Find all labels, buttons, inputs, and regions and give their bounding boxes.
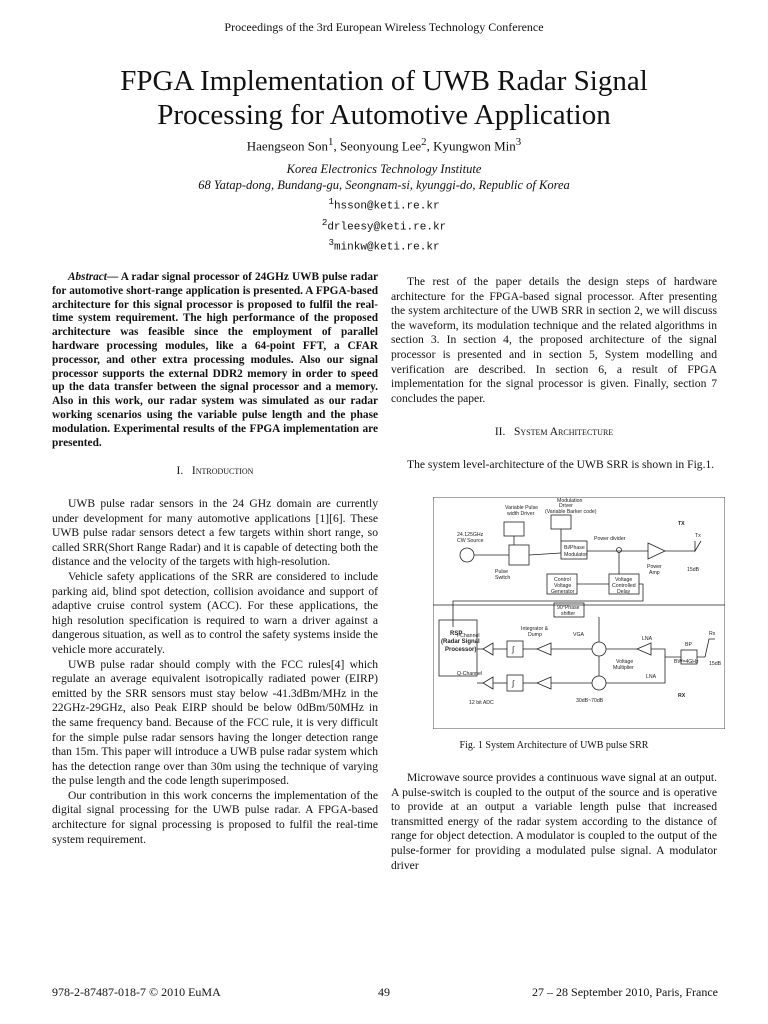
adc-i-symbol bbox=[483, 643, 493, 655]
title-line-1: FPGA Implementation of UWB Radar Signal bbox=[120, 65, 648, 97]
label-switch: Switch bbox=[495, 575, 511, 581]
label-multiplier: Multiplier bbox=[613, 665, 634, 671]
mod-driver-box bbox=[551, 515, 571, 529]
label-phase: 90°Phase bbox=[557, 605, 580, 611]
author-list: Haengseon Son$^1$, Seonyoung Lee$^2$, Kyungwon Min$^3$ bbox=[246, 136, 522, 154]
label-rx-antenna: Rx bbox=[709, 631, 716, 637]
label-variable-barker: (Variable Barker code) bbox=[545, 509, 597, 515]
author-1-sup: 1 bbox=[328, 136, 334, 148]
figure-caption: Fig. 1 System Architecture of UWB pulse SRR bbox=[459, 740, 649, 751]
tx-antenna bbox=[695, 541, 701, 551]
label-rx: RX bbox=[678, 693, 686, 699]
pulse-driver-box bbox=[504, 522, 524, 536]
intro-paragraph: UWB pulse radar sensors in the 24 GHz domain are currently under development for many automotive applications [1][6]. These UWB pulse radar sensors detect a few targets within short range, so called SRR(Short Range Radar) and it is capable of detecting both the distance and the velocity of the targets with high-resolution. bbox=[52, 497, 378, 569]
label-gain: 30dB~70dB bbox=[576, 698, 604, 704]
email-list bbox=[0, 194, 768, 256]
power-divider-symbol bbox=[617, 548, 622, 553]
label-q-channel: Q-Channel bbox=[457, 671, 483, 677]
label-lna: LNA bbox=[642, 636, 653, 642]
adc-q-symbol bbox=[483, 677, 493, 689]
cw-source-symbol bbox=[460, 548, 474, 562]
tx-line bbox=[529, 553, 561, 555]
system-architecture-diagram bbox=[433, 497, 725, 729]
label-shifter: shifter bbox=[561, 611, 576, 617]
abstract-text: A radar signal processor of 24GHz UWB pulse radar for automotive short-range application is presented. A FPGA-based architecture for this signal processor is proposed to fulfil the real-time system requirement. The high performance of the proposed architecture was feasible since the employment of parallel hardware processing modules, like a 64-point FFT, a CFAR processor, and other extra processing modules. Also our signal processor supports the external DDR2 memory in order to speed up the data transfer between the signal processor and a memory. Also in this work, our radar system was simulated as our radar working scenarios using the variable pulse length and the phase modulation. Experimental results of the FPGA implementation are presented. bbox=[52, 271, 378, 449]
label-control: Control bbox=[554, 577, 571, 583]
label-dump: Dump bbox=[528, 632, 542, 638]
label-tx-antenna: Tx bbox=[695, 533, 701, 539]
label-amp: Amp bbox=[649, 570, 660, 576]
address: 68 Yatap-dong, Bundang-gu, Seongnam-si, kyunggi-do, Republic of Korea bbox=[198, 178, 570, 192]
author-3-sup: 3 bbox=[515, 136, 522, 148]
integrator-q-box bbox=[507, 675, 523, 691]
label-lna-2: LNA bbox=[646, 674, 657, 680]
microwave-paragraph: Microwave source provides a continuous wave signal at an output. A pulse-switch is coupled to the output of the source and is operative to provide at an output a variable length pulse that increased transmitted energy of the radar system according to the distance of range for object detection. A modulator is coupled to the output of the pulse-former for providing a modulated pulse signal. A modulator driver bbox=[391, 771, 717, 872]
label-modulation: Modulation bbox=[557, 498, 583, 504]
label-source-freq: 24.125GHz bbox=[457, 532, 484, 538]
label-generator: Generator bbox=[551, 589, 575, 595]
label-processor: Processor) bbox=[445, 647, 477, 653]
intro-paragraph: UWB pulse radar should comply with the FCC rules[4] which regulate an average equivalent isotropically radiated power (EIRP) emitted by the SRR sensors must stay below -41.3dBm/MHz in the 22GHz-29GHz, also Peak EIRP should be below 0dBm/50MHz in the same frequency band. Because of the FCC rule, it is very difficult for the simple pulse radar sensors having the longer detection range than 15m. This paper will introduce a UWB pulse radar system which has the detection range over than 30m using the technique of varying the pulse length and the code length superimposed. bbox=[52, 657, 378, 788]
author-1: Haengseon Son bbox=[246, 138, 329, 154]
label-voltage-2: Voltage bbox=[615, 577, 633, 583]
label-pulse: Pulse bbox=[495, 569, 508, 575]
label-variable-pulse: Variable Pulse bbox=[505, 505, 539, 511]
vga-i-symbol bbox=[537, 643, 551, 655]
page-number: 49 bbox=[378, 985, 390, 999]
title-line-2: Processing for Automotive Application bbox=[157, 99, 611, 131]
email-3[interactable]: $^3$minkw@keti.re.kr bbox=[328, 237, 440, 254]
affiliation bbox=[0, 161, 768, 193]
vga-q-symbol bbox=[537, 677, 551, 689]
label-bp: BP bbox=[685, 642, 692, 648]
label-cw-source: CW Source bbox=[457, 538, 484, 544]
label-voltage: Voltage bbox=[554, 583, 572, 589]
author-2-sup: 2 bbox=[421, 136, 427, 148]
running-header: Proceedings of the 3rd European Wireless Technology Conference bbox=[224, 20, 544, 34]
rx-line bbox=[651, 649, 665, 657]
abstract-label: Abstract bbox=[68, 271, 107, 283]
label-adc: 12 bit ADC bbox=[469, 700, 494, 706]
footer-isbn: 978-2-87487-018-7 © 2010 EuMA bbox=[52, 985, 221, 999]
rx-antenna bbox=[697, 639, 715, 657]
label-vga: VGA bbox=[573, 632, 584, 638]
label-biphase: Bi/Phase bbox=[564, 545, 585, 551]
label-tx: TX bbox=[678, 521, 685, 527]
label-voltage-mult: Voltage bbox=[616, 659, 634, 665]
power-amp-symbol bbox=[648, 543, 665, 559]
overview-paragraph: The rest of the paper details the design steps of hardware architecture for the FPGA-based signal processor. After presenting the system architecture of the UWB SRR in section 2, we will discuss the waveform, its modulation technique and the related algorithms in section 3. In section 4, the proposed architecture of the signal processor is presented and in section 5, System modelling and verification are described. In section 6, a result of FPGA implementation for the signal processor is given. Finally, section 7 concludes the paper. bbox=[391, 275, 717, 405]
label-delay: Delay bbox=[617, 589, 631, 595]
label-i-channel: I-Channel bbox=[457, 633, 480, 639]
intro-paragraph: Vehicle safety applications of the SRR are considered to include parking aid, blind spot detection, collision avoidance and support of adaptive cruise control system (ACC). For these applications, the high resolution specification is required to warn a driver against a dangerous situation, as well as to control the safety systems inside the vehicle more accurately. bbox=[52, 569, 378, 656]
label-rsp: RSP bbox=[450, 631, 463, 637]
institute: Korea Electronics Technology Institute bbox=[286, 162, 482, 176]
mixer-q-symbol bbox=[592, 676, 606, 690]
label-bw: BW=4GHz bbox=[674, 659, 699, 665]
author-2: Seonyoung Lee bbox=[339, 138, 422, 154]
introduction-body bbox=[52, 497, 378, 847]
section-heading-2: II. System Architecture bbox=[494, 426, 614, 438]
email-1[interactable]: $^1$hsson@keti.re.kr bbox=[328, 196, 440, 213]
label-width-driver: width Driver bbox=[507, 511, 535, 517]
label-modulator: Modulator bbox=[564, 552, 588, 558]
system-intro-paragraph: The system level-architecture of the UWB SRR is shown in Fig.1. bbox=[407, 458, 715, 471]
section-heading-1: I. Introduction bbox=[176, 465, 254, 477]
pulse-switch-box bbox=[509, 545, 529, 565]
intro-paragraph: Our contribution in this work concerns the implementation of the digital signal processing for the UWB pulse radar. A FPGA-based architecture for signal processing is proposed to fulfil the real-time system requirement. bbox=[52, 788, 378, 846]
email-2[interactable]: $^2$drleesy@keti.re.kr bbox=[321, 216, 447, 234]
footer-date: 27 – 28 September 2010, Paris, France bbox=[532, 985, 718, 999]
integrator-q-symbol-text: ∫ bbox=[512, 679, 515, 688]
label-power-divider: Power divider bbox=[594, 536, 626, 542]
integrator-i-box bbox=[507, 641, 523, 657]
label-power: Power bbox=[647, 564, 662, 570]
label-integrator: Integrator & bbox=[521, 626, 549, 632]
label-radar-signal: (Radar Signal bbox=[441, 639, 480, 645]
tx-line bbox=[453, 584, 643, 627]
integrator-i-symbol-text: ∫ bbox=[512, 645, 515, 654]
author-3: Kyungwon Min bbox=[433, 138, 516, 154]
mixer-i-symbol bbox=[592, 642, 606, 656]
label-controlled: Controlled bbox=[612, 583, 636, 589]
lna-i-symbol bbox=[637, 643, 651, 655]
abstract: Abstract— A radar signal processor of 24GHz UWB pulse radar for automotive short-range application is presented. A FPGA-based architecture for this signal processor is proposed to fulfil the real-time system requirement. The high performance of the proposed architecture was feasible since the employment of parallel hardware processing modules, like a 64-point FFT, a CFAR processor, and other extra processing modules. Also our signal processor supports the external DDR2 memory in order to speed up the data transfer between the signal processor and a memory. Also in this work, our radar system was simulated as our radar working scenarios using the variable pulse length and the phase modulation. Experimental results of the FPGA implementation are presented. bbox=[52, 271, 378, 449]
paper-title bbox=[0, 64, 768, 132]
label-driver: Driver bbox=[559, 503, 573, 509]
label-tx-db: 15dB bbox=[687, 567, 700, 573]
label-rx-db: 15dB bbox=[709, 661, 722, 667]
